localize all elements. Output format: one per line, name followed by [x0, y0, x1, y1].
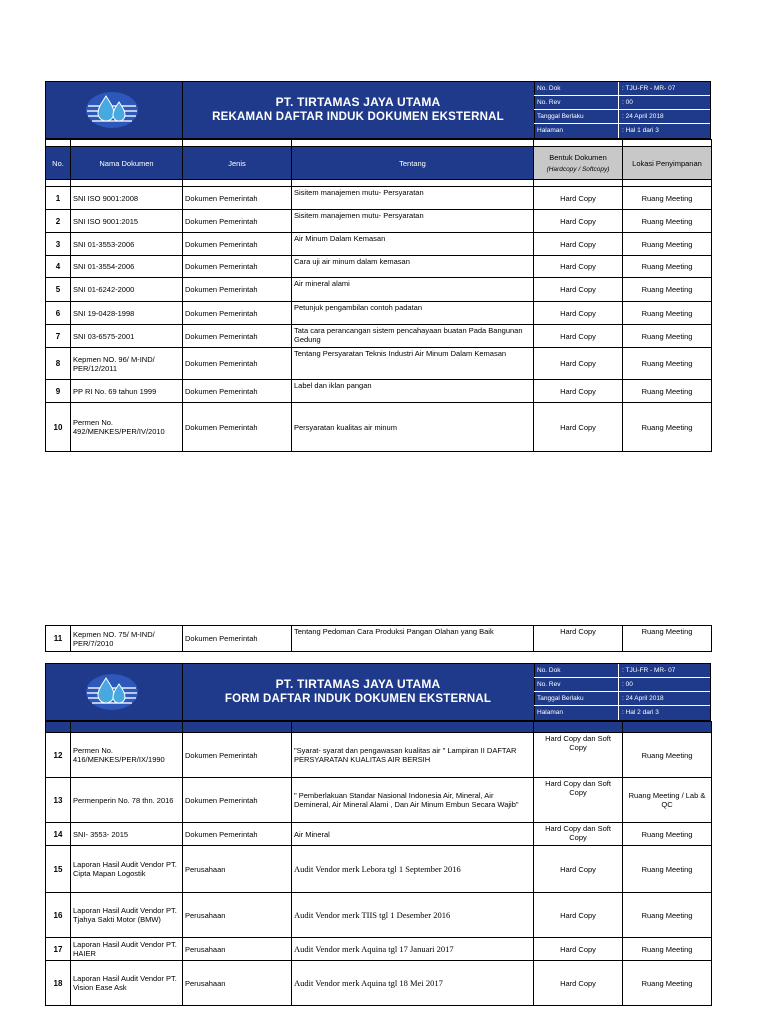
cell-no: 16: [46, 893, 71, 938]
cell-nama: Permenperin No. 78 thn. 2016: [71, 778, 183, 823]
cell-jenis: Dokumen Pemerintah: [183, 256, 292, 278]
cell-tentang: Air Mineral: [292, 823, 534, 846]
cell-no: 2: [46, 210, 71, 233]
company-name: PT. TIRTAMAS JAYA UTAMA: [275, 95, 441, 109]
cell-lokasi: Ruang Meeting: [623, 325, 712, 348]
company-name: PT. TIRTAMAS JAYA UTAMA: [275, 677, 441, 691]
document-header: [45, 81, 711, 139]
cell-tentang: " Pemberlakuan Standar Nasional Indonesia Air, Mineral, Air Demineral, Air Mineral Alami , Dan Air Minum Embun Secara Wajib": [292, 778, 534, 823]
cell-tentang: Sisitem manajemen mutu- Persyaratan: [292, 210, 534, 233]
cell-no: 11: [46, 626, 71, 652]
meta-row: [534, 82, 710, 96]
cell-lokasi: Ruang Meeting: [623, 187, 712, 210]
cell-jenis: Dokumen Pemerintah: [183, 187, 292, 210]
table-row: [46, 961, 712, 1006]
cell-no: 7: [46, 325, 71, 348]
col-bentuk: [534, 147, 623, 180]
cell-tentang: Air mineral alami: [292, 278, 534, 302]
cell-nama: SNI ISO 9001:2008: [71, 187, 183, 210]
col-tentang: Tentang: [292, 147, 534, 180]
cell-jenis: Dokumen Pemerintah: [183, 325, 292, 348]
table-row: [46, 233, 712, 256]
meta-row: [534, 110, 710, 124]
cell-bentuk: Hard Copy: [534, 961, 623, 1006]
cell-nama: Laporan Hasil Audit Vendor PT. Cipta Mapan Logostik: [71, 846, 183, 893]
cell-jenis: Dokumen Pemerintah: [183, 278, 292, 302]
meta-value: : 00: [622, 681, 633, 688]
cell-bentuk: Hard Copy dan Soft Copy: [534, 823, 623, 846]
document-subtitle: FORM DAFTAR INDUK DOKUMEN EKSTERNAL: [224, 693, 492, 705]
cell-tentang: Persyaratan kualitas air minum: [292, 403, 534, 452]
cell-nama: Kepmen NO. 75/ M-IND/ PER/7/2010: [71, 626, 183, 652]
meta-row: [534, 96, 710, 110]
cell-bentuk: Hard Copy dan Soft Copy: [534, 778, 623, 823]
document-table-row-11: [45, 625, 712, 652]
header-band-row: [46, 722, 712, 733]
cell-tentang: Audit Vendor merk TIIS tgl 1 Desember 2016: [292, 893, 534, 938]
col-lokasi: Lokasi Penyimpanan: [623, 147, 712, 180]
cell-tentang: Air Minum Dalam Kemasan: [292, 233, 534, 256]
cell-nama: SNI 01-3553-2006: [71, 233, 183, 256]
col-jenis: Jenis: [183, 147, 292, 180]
table-row: [46, 403, 712, 452]
cell-lokasi: Ruang Meeting: [623, 733, 712, 778]
cell-jenis: Perusahaan: [183, 961, 292, 1006]
cell-bentuk: Hard Copy: [534, 403, 623, 452]
cell-tentang: Cara uji air minum dalam kemasan: [292, 256, 534, 278]
cell-jenis: Dokumen Pemerintah: [183, 403, 292, 452]
cell-tentang: Sisitem manajemen mutu- Persyaratan: [292, 187, 534, 210]
meta-label: Tanggal Berlaku: [534, 110, 619, 123]
company-logo: [46, 664, 183, 720]
company-title: [182, 82, 535, 138]
cell-bentuk: Hard Copy: [534, 938, 623, 961]
cell-nama: Kepmen NO. 96/ M-IND/ PER/12/2011: [71, 348, 183, 380]
water-drop-logo-icon: [84, 88, 140, 132]
meta-label: No. Rev: [534, 678, 619, 691]
cell-tentang: Audit Vendor merk Lebora tgl 1 September 2016: [292, 846, 534, 893]
table-row: [46, 733, 712, 778]
cell-no: 5: [46, 278, 71, 302]
meta-value: : 00: [622, 99, 633, 106]
cell-bentuk: Hard Copy: [534, 380, 623, 403]
cell-lokasi: Ruang Meeting: [623, 846, 712, 893]
meta-value: : Hal 2 dari 3: [622, 709, 659, 716]
cell-lokasi: Ruang Meeting: [623, 256, 712, 278]
meta-label: No. Dok: [534, 82, 619, 95]
cell-tentang: Tentang Pedoman Cara Produksi Pangan Olahan yang Baik: [292, 626, 534, 652]
meta-value: : Hal 1 dari 3: [622, 127, 659, 134]
column-header-row: [46, 147, 712, 180]
meta-row: [534, 664, 710, 678]
cell-lokasi: Ruang Meeting: [623, 626, 712, 652]
table-row: [46, 210, 712, 233]
table-row: [46, 187, 712, 210]
table-row: [46, 302, 712, 325]
cell-nama: SNI ISO 9001:2015: [71, 210, 183, 233]
cell-tentang: Tentang Persyaratan Teknis Industri Air Minum Dalam Kemasan: [292, 348, 534, 380]
cell-tentang: Petunjuk pengambilan contoh padatan: [292, 302, 534, 325]
document-subtitle: REKAMAN DAFTAR INDUK DOKUMEN EKSTERNAL: [212, 111, 504, 123]
cell-jenis: Dokumen Pemerintah: [183, 233, 292, 256]
cell-bentuk: Hard Copy: [534, 187, 623, 210]
cell-no: 8: [46, 348, 71, 380]
meta-value: : 24 April 2018: [622, 695, 664, 702]
cell-bentuk: Hard Copy: [534, 256, 623, 278]
meta-label: No. Dok: [534, 664, 619, 677]
cell-lokasi: Ruang Meeting: [623, 348, 712, 380]
meta-row: [534, 678, 710, 692]
cell-bentuk: Hard Copy: [534, 278, 623, 302]
cell-no: 18: [46, 961, 71, 1006]
table-row: [46, 846, 712, 893]
cell-no: 15: [46, 846, 71, 893]
meta-row: [534, 124, 710, 138]
cell-no: 14: [46, 823, 71, 846]
cell-bentuk: Hard Copy: [534, 348, 623, 380]
cell-no: 12: [46, 733, 71, 778]
col-bentuk-label: Bentuk Dokumen: [549, 152, 607, 162]
company-title: [182, 664, 535, 720]
cell-lokasi: Ruang Meeting: [623, 938, 712, 961]
table-row: [46, 380, 712, 403]
cell-lokasi: Ruang Meeting: [623, 961, 712, 1006]
cell-bentuk: Hard Copy: [534, 302, 623, 325]
cell-lokasi: Ruang Meeting: [623, 233, 712, 256]
table-row: [46, 348, 712, 380]
spacer-row: [46, 180, 712, 187]
table-row: [46, 823, 712, 846]
cell-tentang: Label dan iklan pangan: [292, 380, 534, 403]
cell-lokasi: Ruang Meeting: [623, 210, 712, 233]
cell-nama: SNI 01-6242-2000: [71, 278, 183, 302]
cell-tentang: Tata cara perancangan sistem pencahayaan buatan Pada Bangunan Gedung: [292, 325, 534, 348]
cell-nama: Permen No. 416/MENKES/PER/IX/1990: [71, 733, 183, 778]
cell-lokasi: Ruang Meeting / Lab & QC: [623, 778, 712, 823]
document-meta: [534, 82, 710, 138]
cell-no: 1: [46, 187, 71, 210]
cell-lokasi: Ruang Meeting: [623, 403, 712, 452]
table-row: [46, 893, 712, 938]
cell-no: 3: [46, 233, 71, 256]
cell-bentuk: Hard Copy dan Soft Copy: [534, 733, 623, 778]
cell-no: 13: [46, 778, 71, 823]
document-block-page-2: [45, 663, 711, 1006]
col-no: No.: [46, 147, 71, 180]
document-block-page-1: [45, 81, 711, 452]
water-drop-logo-icon: [84, 670, 140, 714]
meta-label: No. Rev: [534, 96, 619, 109]
col-bentuk-sub: (Hardcopy / Softcopy): [546, 165, 610, 173]
cell-nama: SNI- 3553- 2015: [71, 823, 183, 846]
cell-no: 9: [46, 380, 71, 403]
table-row: [46, 256, 712, 278]
document-header: [45, 663, 711, 721]
cell-nama: Permen No. 492/MENKES/PER/IV/2010: [71, 403, 183, 452]
meta-row: [534, 706, 710, 720]
cell-jenis: Dokumen Pemerintah: [183, 210, 292, 233]
cell-tentang: Audit Vendor merk Aquina tgl 17 Januari 2017: [292, 938, 534, 961]
company-logo: [46, 82, 183, 138]
cell-nama: Laporan Hasil Audit Vendor PT. Vision Ease Ask: [71, 961, 183, 1006]
cell-nama: Laporan Hasil Audit Vendor PT. HAIER: [71, 938, 183, 961]
document-meta: [534, 664, 710, 720]
document-table-1: [45, 139, 712, 452]
cell-nama: SNI 01-3554-2006: [71, 256, 183, 278]
meta-label: Halaman: [534, 124, 619, 138]
cell-bentuk: Hard Copy: [534, 626, 623, 652]
table-row: [46, 325, 712, 348]
cell-nama: Laporan Hasil Audit Vendor PT. Tjahya Sakti Motor (BMW): [71, 893, 183, 938]
cell-jenis: Dokumen Pemerintah: [183, 823, 292, 846]
spacer-row: [46, 140, 712, 147]
cell-nama: PP RI No. 69 tahun 1999: [71, 380, 183, 403]
cell-no: 17: [46, 938, 71, 961]
table-row: [46, 278, 712, 302]
cell-bentuk: Hard Copy: [534, 233, 623, 256]
cell-lokasi: Ruang Meeting: [623, 380, 712, 403]
cell-bentuk: Hard Copy: [534, 846, 623, 893]
cell-nama: SNI 03-6575-2001: [71, 325, 183, 348]
cell-jenis: Dokumen Pemerintah: [183, 733, 292, 778]
document-table-2: [45, 721, 712, 1006]
cell-nama: SNI 19-0428-1998: [71, 302, 183, 325]
meta-row: [534, 692, 710, 706]
cell-lokasi: Ruang Meeting: [623, 302, 712, 325]
cell-lokasi: Ruang Meeting: [623, 823, 712, 846]
cell-jenis: Dokumen Pemerintah: [183, 778, 292, 823]
meta-label: Tanggal Berlaku: [534, 692, 619, 705]
cell-no: 10: [46, 403, 71, 452]
cell-bentuk: Hard Copy: [534, 893, 623, 938]
cell-jenis: Dokumen Pemerintah: [183, 626, 292, 652]
cell-jenis: Dokumen Pemerintah: [183, 302, 292, 325]
cell-jenis: Perusahaan: [183, 846, 292, 893]
table-row: [46, 626, 712, 652]
cell-lokasi: Ruang Meeting: [623, 893, 712, 938]
table-row: [46, 938, 712, 961]
cell-tentang: "Syarat- syarat dan pengawasan kualitas air " Lampiran II DAFTAR PERSYARATAN KUALITAS AIR BERSIH: [292, 733, 534, 778]
cell-tentang: Audit Vendor merk Aquina tgl 18 Mei 2017: [292, 961, 534, 1006]
meta-value: : TJU-FR - MR- 07: [622, 667, 676, 674]
cell-no: 4: [46, 256, 71, 278]
col-nama: Nama Dokumen: [71, 147, 183, 180]
meta-label: Halaman: [534, 706, 619, 720]
table-row: [46, 778, 712, 823]
cell-lokasi: Ruang Meeting: [623, 278, 712, 302]
meta-value: : 24 April 2018: [622, 113, 664, 120]
cell-bentuk: Hard Copy: [534, 210, 623, 233]
cell-bentuk: Hard Copy: [534, 325, 623, 348]
cell-jenis: Dokumen Pemerintah: [183, 380, 292, 403]
cell-jenis: Perusahaan: [183, 938, 292, 961]
cell-no: 6: [46, 302, 71, 325]
meta-value: : TJU-FR - MR- 07: [622, 85, 676, 92]
cell-jenis: Perusahaan: [183, 893, 292, 938]
cell-jenis: Dokumen Pemerintah: [183, 348, 292, 380]
document-block-row-11: [45, 625, 711, 652]
